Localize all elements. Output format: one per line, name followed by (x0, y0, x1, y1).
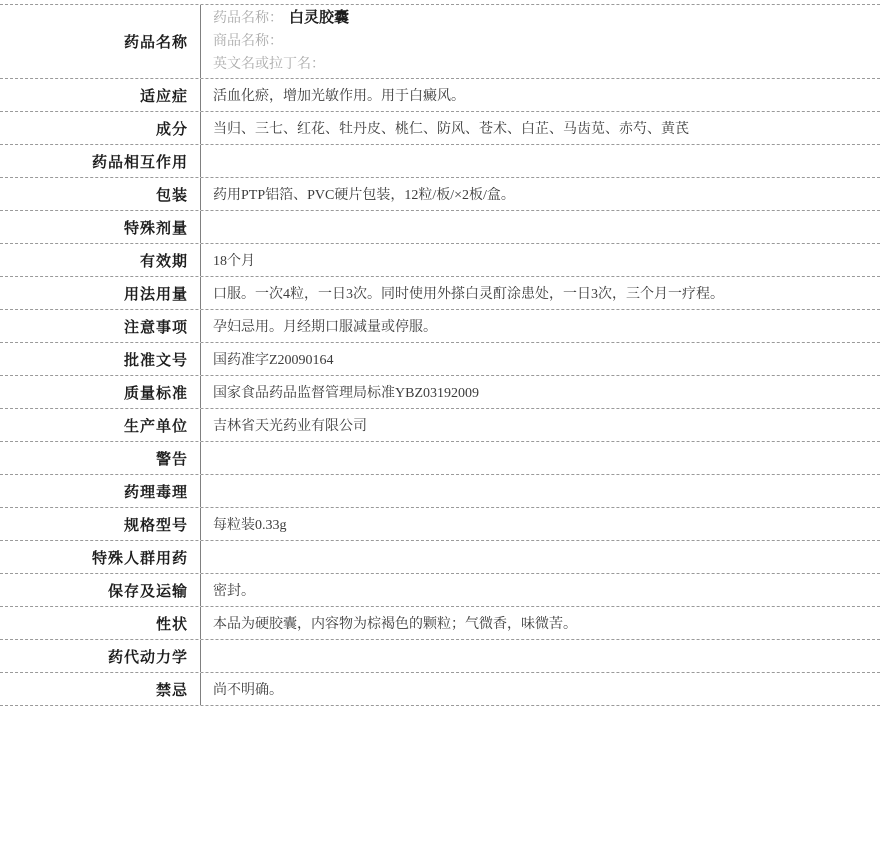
row-label: 药理毒理 (0, 475, 201, 507)
row-label: 警告 (0, 442, 201, 474)
table-row-quality-standard (0, 376, 880, 409)
table-row-dosage-usage (0, 277, 880, 310)
row-value: 当归、三七、红花、牡丹皮、桃仁、防风、苍术、白芷、马齿苋、赤芍、黄芪 (213, 122, 689, 137)
drug-name-fields (201, 5, 880, 78)
row-label: 特殊剂量 (0, 211, 201, 243)
row-value: 药用PTP铝箔、PVC硬片包装，12粒/板/×2板/盒。 (213, 188, 515, 203)
table-row-drug-interactions (0, 145, 880, 178)
table-row-pharmacology-toxicology (0, 475, 880, 508)
row-label: 生产单位 (0, 409, 201, 441)
drug-name-field (213, 7, 349, 30)
row-label: 注意事项 (0, 310, 201, 342)
table-row-specification (0, 508, 880, 541)
row-value (201, 541, 880, 573)
table-row-manufacturer (0, 409, 880, 442)
table-row-special-dosage (0, 211, 880, 244)
table-row-special-population (0, 541, 880, 574)
row-label: 药代动力学 (0, 640, 201, 672)
table-row-precautions (0, 310, 880, 343)
table-row-ingredients (0, 112, 880, 145)
row-label: 特殊人群用药 (0, 541, 201, 573)
english-name-field (213, 53, 331, 76)
table-row-pharmacokinetics (0, 640, 880, 673)
row-label: 适应症 (0, 79, 201, 111)
row-value (201, 640, 880, 672)
row-label: 有效期 (0, 244, 201, 276)
row-label: 用法用量 (0, 277, 201, 309)
row-value (201, 145, 880, 177)
row-value (201, 211, 880, 243)
table-row-indications (0, 79, 880, 112)
row-value: 国药准字Z20090164 (213, 353, 334, 368)
row-label: 药品相互作用 (0, 145, 201, 177)
table-row-drug-name (0, 5, 880, 79)
drug-name-value: 白灵胶囊 (289, 10, 350, 26)
table-row-storage-transport (0, 574, 880, 607)
drug-name-field-label: 药品名称： (213, 11, 283, 26)
row-label: 保存及运输 (0, 574, 201, 606)
row-label: 批准文号 (0, 343, 201, 375)
row-value: 吉林省天光药业有限公司 (213, 419, 367, 434)
table-row-shelf-life (0, 244, 880, 277)
row-value: 孕妇忌用。月经期口服减量或停服。 (213, 320, 437, 335)
table-row-warning (0, 442, 880, 475)
row-value: 口服。一次4粒，一日3次。同时使用外搽白灵酊涂患处，一日3次，三个月一疗程。 (213, 287, 724, 302)
row-label: 性状 (0, 607, 201, 639)
table-row-contraindications (0, 673, 880, 706)
english-name-field-label: 英文名或拉丁名： (213, 57, 325, 72)
row-value: 密封。 (213, 584, 255, 599)
row-value: 18个月 (213, 254, 255, 269)
table-row-packaging (0, 178, 880, 211)
row-value (201, 475, 880, 507)
row-value: 尚不明确。 (213, 683, 283, 698)
row-label: 成分 (0, 112, 201, 144)
drug-info-table (0, 4, 880, 706)
row-value: 每粒装0.33g (213, 518, 287, 533)
table-row-properties (0, 607, 880, 640)
row-value: 活血化瘀，增加光敏作用。用于白癜风。 (213, 89, 465, 104)
row-label: 禁忌 (0, 673, 201, 705)
row-label-drug-name: 药品名称 (0, 5, 201, 78)
trade-name-field-label: 商品名称： (213, 34, 283, 49)
row-value: 本品为硬胶囊，内容物为棕褐色的颗粒；气微香，味微苦。 (213, 617, 577, 632)
row-label: 质量标准 (0, 376, 201, 408)
row-value (201, 442, 880, 474)
trade-name-field (213, 30, 289, 53)
row-label: 规格型号 (0, 508, 201, 540)
row-label: 包装 (0, 178, 201, 210)
row-value: 国家食品药品监督管理局标准YBZ03192009 (213, 386, 479, 401)
table-row-approval-number (0, 343, 880, 376)
